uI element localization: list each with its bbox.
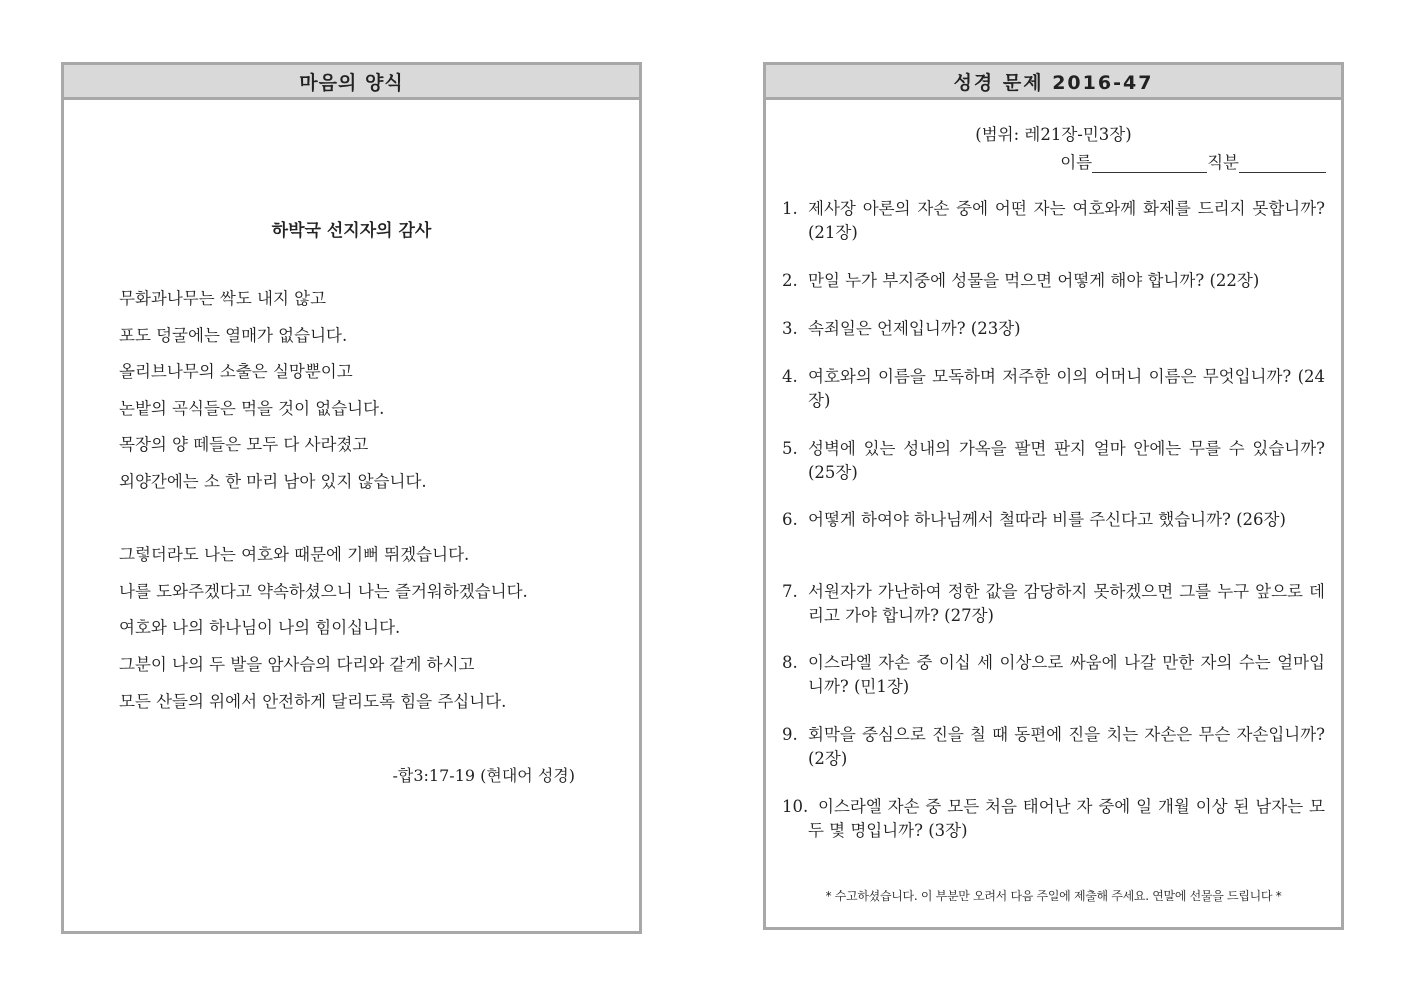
quiz-header: 성경 문제 2016-47 (766, 65, 1341, 100)
question-item (782, 651, 1325, 723)
scripture-citation: -합3:17-19 (현대어 성경) (392, 766, 575, 785)
name-blank[interactable] (1092, 152, 1207, 173)
poem-line: 무화과나무는 싹도 내지 않고 (119, 289, 327, 308)
question-number: 6. (782, 510, 798, 529)
devotional-header: 마음의 양식 (64, 65, 639, 100)
question-text: 만일 누가 부지중에 성물을 먹으면 어떻게 해야 합니까? (22장) (808, 271, 1260, 290)
question-item (782, 269, 1325, 317)
question-item (782, 580, 1325, 651)
question-number: 1. (782, 199, 798, 218)
poem-line: 올리브나무의 소출은 실망뿐이고 (119, 362, 353, 382)
question-item (782, 317, 1325, 365)
question-number: 9. (782, 725, 798, 744)
poem-line: 논밭의 곡식들은 먹을 것이 없습니다. (119, 398, 385, 418)
question-number: 10. (782, 797, 809, 816)
question-text: 성벽에 있는 성내의 가옥을 팔면 판지 얼마 안에는 무를 수 있습니까? (25장) (808, 439, 1325, 482)
question-number: 5. (782, 439, 798, 458)
question-number: 8. (782, 653, 798, 672)
poem-line: 나를 도와주겠다고 약속하셨으니 나는 즐거워하겠습니다. (119, 581, 528, 601)
question-text: 이스라엘 자손 중 이십 세 이상으로 싸움에 나갈 만한 자의 수는 얼마입니까? (민1장) (808, 653, 1325, 696)
quiz-footnote: * 수고하셨습니다. 이 부분만 오려서 다음 주일에 제출해 주세요. 연말에 선물을 드립니다 * (825, 889, 1282, 903)
poem-line: 목장의 양 떼들은 모두 다 사라졌고 (119, 435, 369, 455)
question-item (782, 437, 1325, 508)
poem-line: 외양간에는 소 한 마리 남아 있지 않습니다. (119, 471, 427, 491)
question-number: 7. (782, 582, 798, 601)
question-item (782, 365, 1325, 437)
poem-line: 포도 덩굴에는 열매가 없습니다. (119, 325, 348, 345)
name-label: 이름 (1060, 153, 1093, 172)
job-blank[interactable] (1239, 152, 1326, 173)
question-text: 속죄일은 언제입니까? (23장) (808, 319, 1021, 338)
question-number: 2. (782, 271, 798, 290)
name-line (1060, 149, 1326, 173)
devotional-panel (61, 62, 642, 934)
question-number: 4. (782, 367, 798, 386)
quiz-range: (범위: 레21장-민3장) (975, 125, 1132, 144)
poem-title: 하박국 선지자의 감사 (271, 221, 432, 241)
question-item (782, 508, 1325, 580)
stanza-gap (119, 507, 528, 544)
poem-line: 모든 산들의 위에서 안전하게 달리도록 힘을 주십니다. (119, 691, 507, 711)
poem-body (119, 287, 528, 726)
poem-line: 그분이 나의 두 발을 암사슴의 다리와 같게 하시고 (119, 654, 475, 674)
quiz-panel (763, 62, 1344, 930)
poem-line: 그렇더라도 나는 여호와 때문에 기뻐 뛰겠습니다. (119, 545, 470, 565)
question-text: 어떻게 하여야 하나님께서 철따라 비를 주신다고 했습니까? (26장) (808, 510, 1286, 529)
question-text: 제사장 아론의 자손 중에 어떤 자는 여호와께 화제를 드리지 못합니까? (21장) (808, 199, 1325, 242)
question-number: 3. (782, 319, 798, 338)
question-item (782, 197, 1325, 269)
question-text: 이스라엘 자손 중 모든 처음 태어난 자 중에 일 개월 이상 된 남자는 모두 몇 명입니까? (3장) (808, 797, 1325, 840)
question-item (782, 795, 1325, 843)
question-item (782, 723, 1325, 795)
question-text: 여호와의 이름을 모독하며 저주한 이의 어머니 이름은 무엇입니까? (24장) (808, 367, 1325, 410)
question-text: 회막을 중심으로 진을 칠 때 동편에 진을 치는 자손은 무슨 자손입니까? (2장) (808, 725, 1325, 768)
question-text: 서원자가 가난하여 정한 값을 감당하지 못하겠으면 그를 누구 앞으로 데리고 가야 합니까? (27장) (808, 582, 1325, 625)
question-list (782, 197, 1325, 843)
poem-line: 여호와 나의 하나님이 나의 힘이십니다. (119, 618, 401, 638)
job-label: 직분 (1207, 153, 1239, 172)
